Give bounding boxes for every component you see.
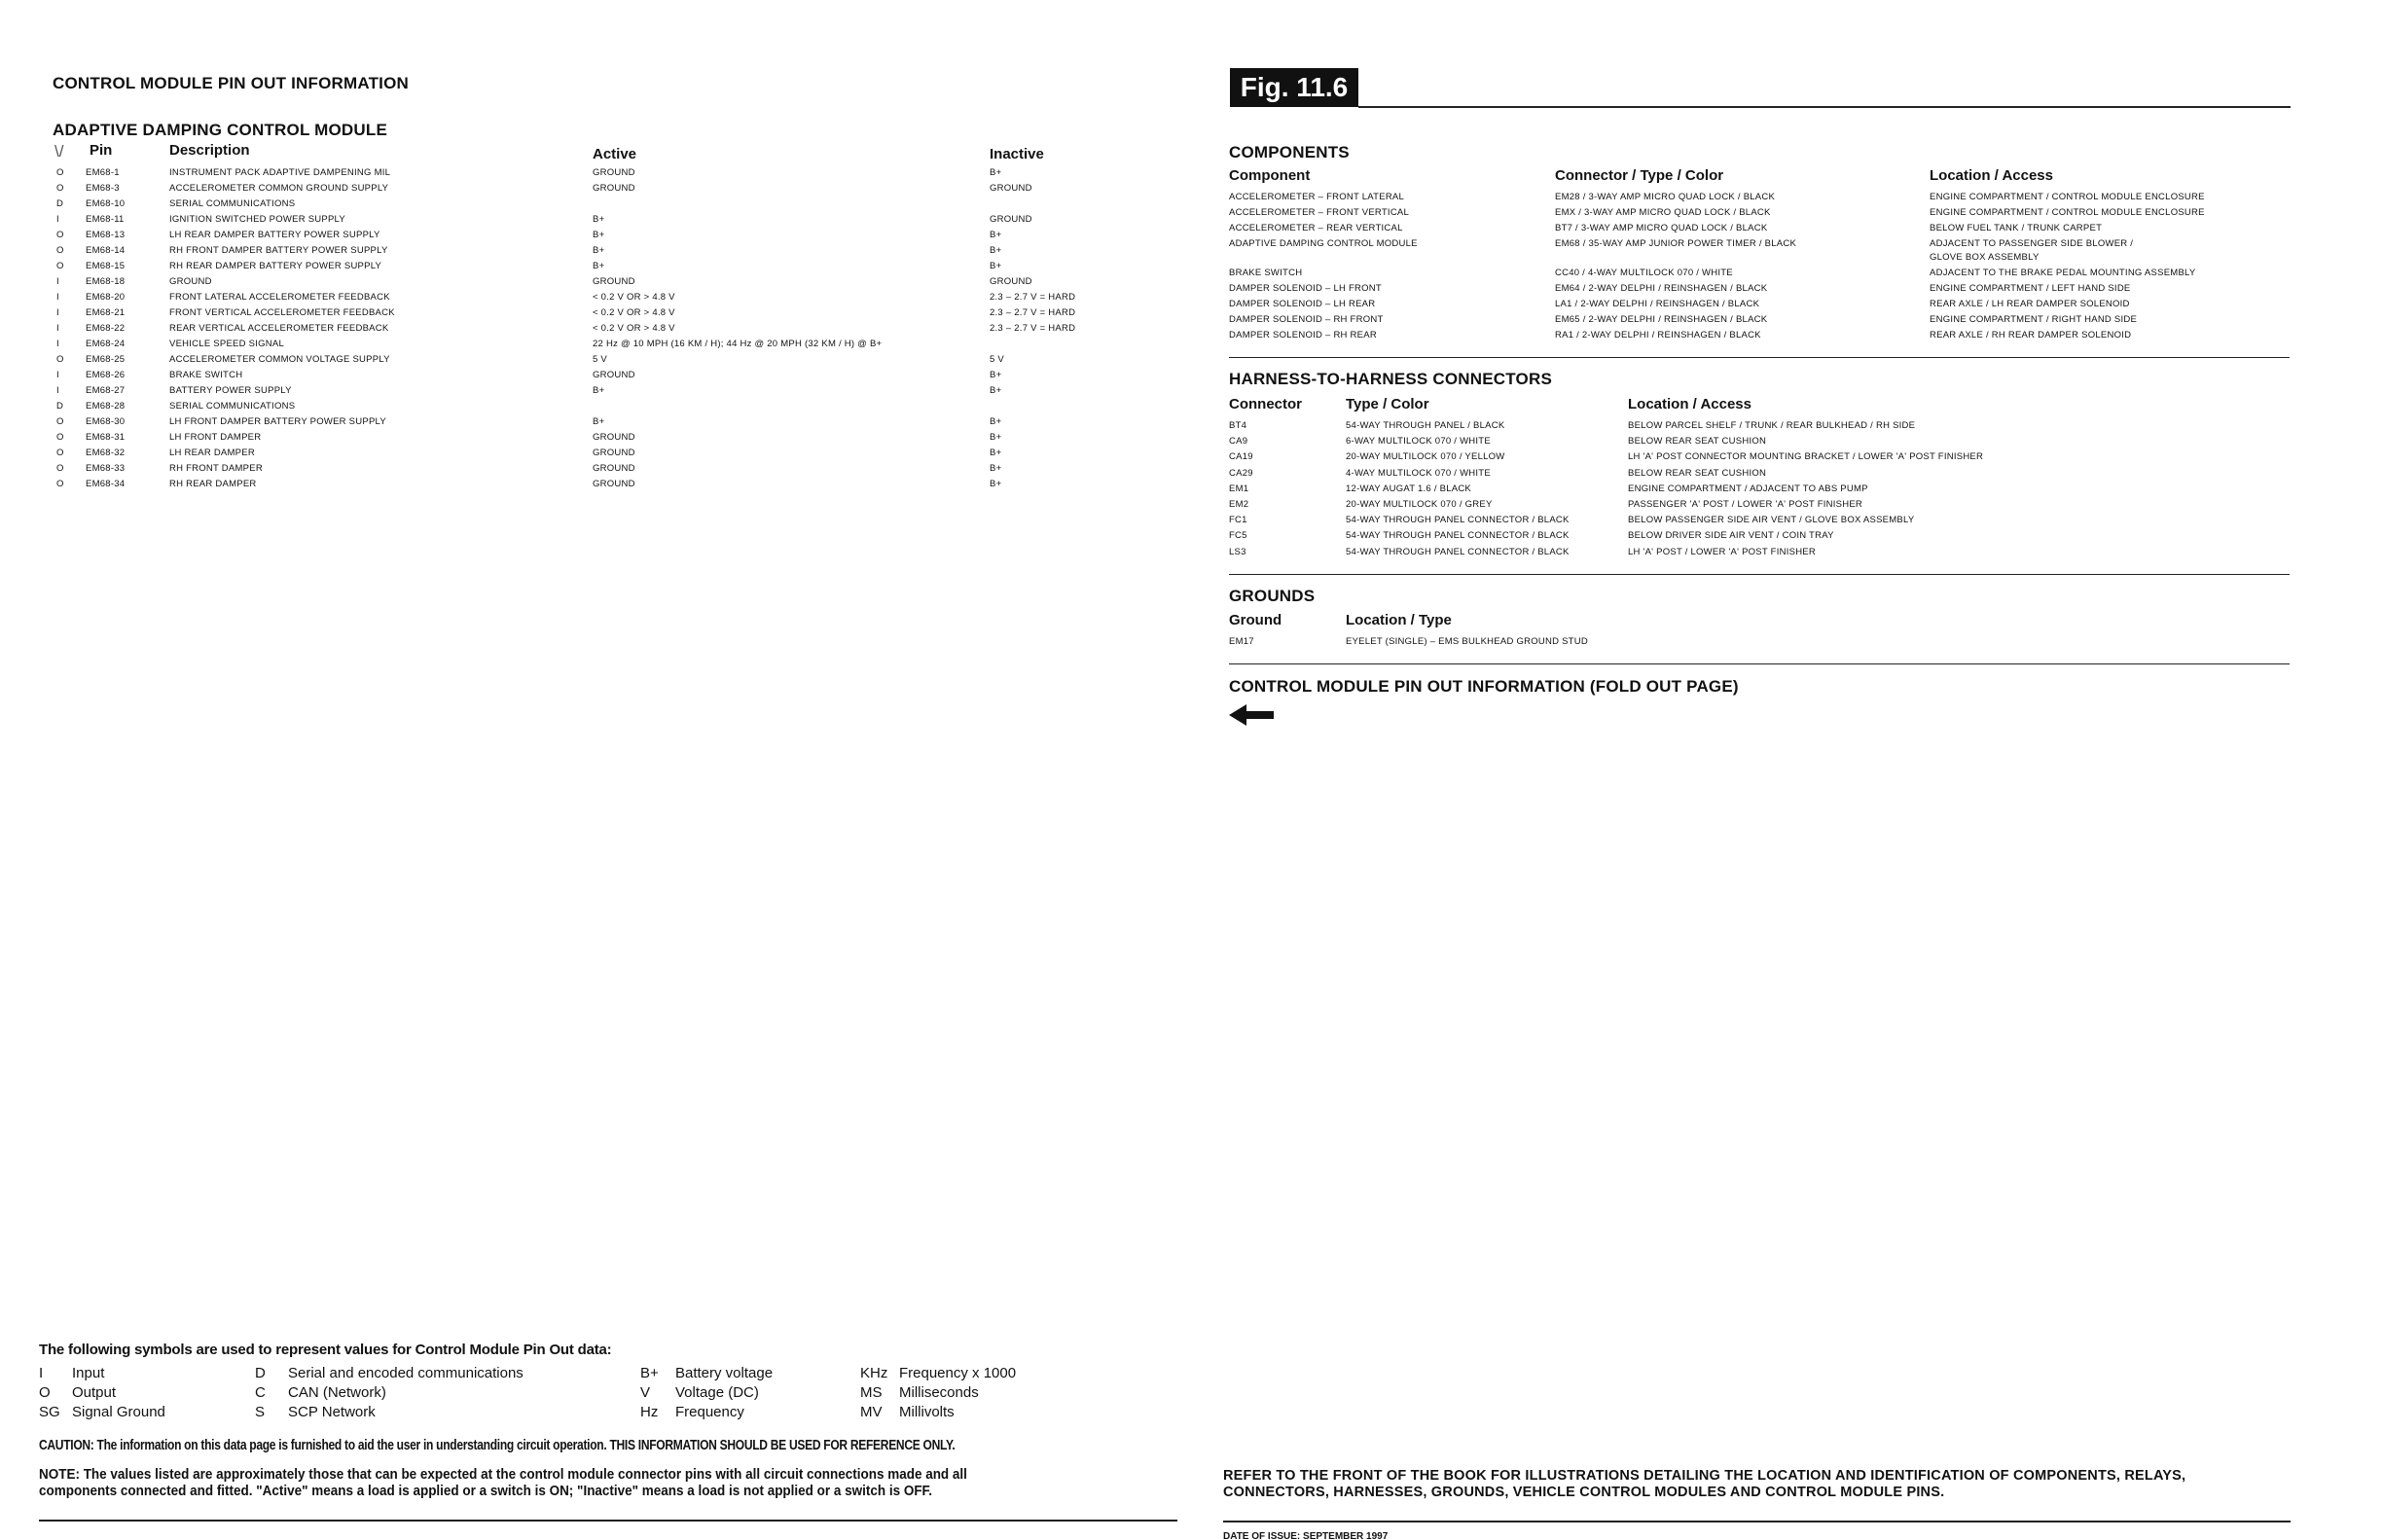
component-row xyxy=(1229,283,2299,299)
component-connector: EM28 / 3-WAY AMP MICRO QUAD LOCK / BLACK xyxy=(1555,192,1776,202)
symbol-code: S xyxy=(255,1404,266,1420)
pin-row xyxy=(53,401,1172,416)
components-table xyxy=(1229,192,2299,342)
harness-row xyxy=(1229,515,2299,530)
pin-io: O xyxy=(56,183,64,194)
component-location: ENGINE COMPARTMENT / CONTROL MODULE ENCLOSURE xyxy=(1930,207,2205,218)
component-row xyxy=(1229,223,2299,238)
component-row xyxy=(1229,192,2299,207)
right-bottom-rule xyxy=(1223,1521,2291,1522)
symbol-label: Battery voltage xyxy=(675,1365,774,1381)
component-connector: EM64 / 2-WAY DELPHI / REINSHAGEN / BLACK xyxy=(1555,283,1768,294)
grounds-title: GROUNDS xyxy=(1229,587,1316,605)
grounds-table xyxy=(1229,636,2299,656)
io-column-header: \/ xyxy=(54,142,64,161)
symbol-entry xyxy=(39,1384,165,1404)
symbol-code: I xyxy=(39,1365,44,1381)
figure-rule xyxy=(1358,106,2291,108)
arrow-left-icon[interactable] xyxy=(1229,702,1276,728)
pin-active-value: GROUND xyxy=(593,463,635,474)
figure-label: Fig. 11.6 xyxy=(1230,68,1358,107)
pin-inactive-value: B+ xyxy=(990,261,1002,271)
harness-connector: EM2 xyxy=(1229,499,1249,510)
pin-inactive-value: B+ xyxy=(990,245,1002,256)
pin-id: EM68-21 xyxy=(86,307,126,318)
refer-line-2: CONNECTORS, HARNESSES, GROUNDS, VEHICLE CONTROL MODULES AND CONTROL MODULE PINS. xyxy=(1223,1485,1945,1500)
symbols-intro: The following symbols are used to represent values for Control Module Pin Out data: xyxy=(39,1342,612,1358)
pin-table-header xyxy=(53,142,1172,165)
harness-type: 54-WAY THROUGH PANEL CONNECTOR / BLACK xyxy=(1346,546,1570,557)
ground-location-column-header: Location / Type xyxy=(1346,612,1452,628)
pin-id: EM68-14 xyxy=(86,245,126,256)
symbol-entry xyxy=(255,1365,524,1384)
pin-active-value: B+ xyxy=(593,261,605,271)
component-name: ADAPTIVE DAMPING CONTROL MODULE xyxy=(1229,238,1418,249)
harness-location: PASSENGER 'A' POST / LOWER 'A' POST FINISHER xyxy=(1628,499,1863,510)
pin-row xyxy=(53,276,1172,292)
symbol-label: Millivolts xyxy=(899,1404,955,1420)
pin-active-value: GROUND xyxy=(593,183,635,194)
component-row xyxy=(1229,207,2299,223)
refer-line-1: REFER TO THE FRONT OF THE BOOK FOR ILLUSTRATIONS DETAILING THE LOCATION AND IDENTIFICATION OF COMPONENTS, RELAYS, xyxy=(1223,1468,2186,1484)
component-connector: LA1 / 2-WAY DELPHI / REINSHAGEN / BLACK xyxy=(1555,299,1760,309)
harness-connector: LS3 xyxy=(1229,546,1246,557)
pin-description: SERIAL COMMUNICATIONS xyxy=(169,198,296,209)
pin-inactive-value: 2.3 – 2.7 V = HARD xyxy=(990,323,1076,334)
harness-location: BELOW DRIVER SIDE AIR VENT / COIN TRAY xyxy=(1628,530,1834,542)
pin-io: I xyxy=(56,370,59,380)
component-location: ENGINE COMPARTMENT / RIGHT HAND SIDE xyxy=(1930,314,2138,325)
ground-column-header: Ground xyxy=(1229,612,1282,628)
component-name: DAMPER SOLENOID – LH REAR xyxy=(1229,299,1376,309)
pin-description: LH FRONT DAMPER xyxy=(169,432,262,443)
pin-active-value: GROUND xyxy=(593,167,635,178)
pin-id: EM68-1 xyxy=(86,167,120,178)
pin-io: O xyxy=(56,245,64,256)
component-row xyxy=(1229,238,2299,263)
component-row xyxy=(1229,268,2299,283)
connector-column-header: Connector / Type / Color xyxy=(1555,167,1724,184)
harness-location: BELOW PASSENGER SIDE AIR VENT / GLOVE BOX ASSEMBLY xyxy=(1628,515,1915,526)
pin-row xyxy=(53,214,1172,230)
pin-inactive-value: B+ xyxy=(990,167,1002,178)
symbol-entry xyxy=(860,1404,1016,1423)
active-column-header: Active xyxy=(593,146,637,162)
pin-id: EM68-24 xyxy=(86,339,126,349)
symbol-label: Serial and encoded communications xyxy=(288,1365,524,1381)
harness-row xyxy=(1229,483,2299,499)
pin-description: SERIAL COMMUNICATIONS xyxy=(169,401,296,412)
pin-row xyxy=(53,385,1172,401)
pin-inactive-value: B+ xyxy=(990,463,1002,474)
pin-description: LH FRONT DAMPER BATTERY POWER SUPPLY xyxy=(169,416,386,427)
pin-io: I xyxy=(56,214,59,225)
pin-io: I xyxy=(56,323,59,334)
pin-id: EM68-30 xyxy=(86,416,126,427)
symbol-label: CAN (Network) xyxy=(288,1384,386,1401)
harness-row xyxy=(1229,436,2299,451)
pin-description: IGNITION SWITCHED POWER SUPPLY xyxy=(169,214,345,225)
pin-row xyxy=(53,370,1172,385)
pin-active-value: 22 Hz @ 10 MPH (16 KM / H); 44 Hz @ 20 MPH (32 KM / H) @ B+ xyxy=(593,339,883,349)
pin-inactive-value: B+ xyxy=(990,416,1002,427)
pin-inactive-value: GROUND xyxy=(990,183,1032,194)
pin-description: LH REAR DAMPER BATTERY POWER SUPPLY xyxy=(169,230,380,240)
pin-column-header: Pin xyxy=(90,142,113,159)
description-column-header: Description xyxy=(169,142,250,159)
component-name: DAMPER SOLENOID – RH FRONT xyxy=(1229,314,1384,325)
pin-io: D xyxy=(56,198,64,209)
harness-rule xyxy=(1229,574,2290,575)
symbol-code: O xyxy=(39,1384,51,1401)
pin-io: I xyxy=(56,292,59,303)
pin-row xyxy=(53,230,1172,245)
pin-row xyxy=(53,463,1172,479)
pin-row xyxy=(53,448,1172,463)
symbols-column xyxy=(255,1365,524,1423)
pin-active-value: < 0.2 V OR > 4.8 V xyxy=(593,323,675,334)
harness-row xyxy=(1229,420,2299,436)
ground-location: EYELET (SINGLE) – EMS BULKHEAD GROUND STUD xyxy=(1346,636,1588,647)
symbol-code: Hz xyxy=(640,1404,659,1420)
pin-inactive-value: B+ xyxy=(990,385,1002,396)
pin-io: I xyxy=(56,276,59,287)
harness-connector-column-header: Connector xyxy=(1229,396,1302,412)
symbol-code: MS xyxy=(860,1384,883,1401)
component-name: DAMPER SOLENOID – RH REAR xyxy=(1229,330,1377,340)
pin-io: I xyxy=(56,385,59,396)
symbols-column xyxy=(39,1365,165,1423)
pin-id: EM68-28 xyxy=(86,401,126,412)
components-rule xyxy=(1229,357,2290,358)
grounds-header xyxy=(1229,612,2299,633)
harness-row xyxy=(1229,530,2299,546)
page-title: CONTROL MODULE PIN OUT INFORMATION xyxy=(53,74,409,92)
pin-row xyxy=(53,432,1172,448)
pin-id: EM68-11 xyxy=(86,214,125,225)
pin-row xyxy=(53,323,1172,339)
symbol-entry xyxy=(39,1365,165,1384)
harness-location: BELOW REAR SEAT CUSHION xyxy=(1628,436,1767,448)
pin-io: O xyxy=(56,463,64,474)
symbol-code: SG xyxy=(39,1404,60,1420)
symbols-column xyxy=(640,1365,773,1423)
harness-table xyxy=(1229,420,2299,566)
component-connector: EM68 / 35-WAY AMP JUNIOR POWER TIMER / BLACK xyxy=(1555,238,1797,249)
pin-row xyxy=(53,167,1172,183)
pin-id: EM68-34 xyxy=(86,479,126,489)
harness-type: 20-WAY MULTILOCK 070 / GREY xyxy=(1346,499,1493,510)
symbol-label: Output xyxy=(72,1384,117,1401)
pin-id: EM68-22 xyxy=(86,323,126,334)
pin-description: RH REAR DAMPER BATTERY POWER SUPPLY xyxy=(169,261,382,271)
pin-description: VEHICLE SPEED SIGNAL xyxy=(169,339,284,349)
pin-id: EM68-25 xyxy=(86,354,126,365)
component-connector: EMX / 3-WAY AMP MICRO QUAD LOCK / BLACK xyxy=(1555,207,1771,218)
pin-id: EM68-10 xyxy=(86,198,126,209)
pin-description: BATTERY POWER SUPPLY xyxy=(169,385,292,396)
location-column-header: Location / Access xyxy=(1930,167,2053,184)
component-location: BELOW FUEL TANK / TRUNK CARPET xyxy=(1930,223,2103,233)
pin-io: I xyxy=(56,339,59,349)
pin-io: O xyxy=(56,479,64,489)
pin-io: O xyxy=(56,448,64,458)
pin-description: RH FRONT DAMPER BATTERY POWER SUPPLY xyxy=(169,245,388,256)
pin-description: REAR VERTICAL ACCELEROMETER FEEDBACK xyxy=(169,323,389,334)
harness-type-column-header: Type / Color xyxy=(1346,396,1429,412)
component-name: ACCELEROMETER – FRONT LATERAL xyxy=(1229,192,1405,202)
symbol-entry xyxy=(39,1404,165,1423)
pin-id: EM68-3 xyxy=(86,183,120,194)
pin-row xyxy=(53,261,1172,276)
harness-row xyxy=(1229,468,2299,483)
pin-row xyxy=(53,245,1172,261)
pin-row xyxy=(53,416,1172,432)
symbol-code: V xyxy=(640,1384,651,1401)
pin-row xyxy=(53,183,1172,198)
pin-description: FRONT LATERAL ACCELEROMETER FEEDBACK xyxy=(169,292,390,303)
symbols-legend xyxy=(39,1365,1051,1429)
ground-row xyxy=(1229,636,2299,652)
pin-table xyxy=(53,167,1172,498)
pin-description: INSTRUMENT PACK ADAPTIVE DAMPENING MIL xyxy=(169,167,391,178)
pin-active-value: B+ xyxy=(593,416,605,427)
symbol-label: Frequency xyxy=(675,1404,744,1420)
pin-active-value: B+ xyxy=(593,214,605,225)
symbol-entry xyxy=(640,1384,773,1404)
symbol-code: D xyxy=(255,1365,266,1381)
symbol-label: Voltage (DC) xyxy=(675,1384,759,1401)
pin-id: EM68-32 xyxy=(86,448,126,458)
pin-description: ACCELEROMETER COMMON GROUND SUPPLY xyxy=(169,183,389,194)
symbol-label: Input xyxy=(72,1365,105,1381)
harness-connector: CA9 xyxy=(1229,436,1248,448)
pin-active-value: GROUND xyxy=(593,479,635,489)
pin-id: EM68-20 xyxy=(86,292,126,303)
grounds-rule xyxy=(1229,663,2290,664)
pin-id: EM68-13 xyxy=(86,230,126,240)
pin-inactive-value: 5 V xyxy=(990,354,1005,365)
pin-inactive-value: 2.3 – 2.7 V = HARD xyxy=(990,292,1076,303)
pin-row xyxy=(53,339,1172,354)
ground-id: EM17 xyxy=(1229,636,1254,647)
symbol-label: Frequency x 1000 xyxy=(899,1365,1017,1381)
harness-title: HARNESS-TO-HARNESS CONNECTORS xyxy=(1229,370,1552,388)
symbol-entry xyxy=(255,1384,524,1404)
harness-type: 20-WAY MULTILOCK 070 / YELLOW xyxy=(1346,451,1505,463)
component-row xyxy=(1229,299,2299,314)
pin-active-value: GROUND xyxy=(593,370,635,380)
pin-io: D xyxy=(56,401,64,412)
harness-connector: FC1 xyxy=(1229,515,1247,526)
pin-id: EM68-33 xyxy=(86,463,126,474)
pin-description: RH FRONT DAMPER xyxy=(169,463,263,474)
components-header xyxy=(1229,167,2299,189)
component-name: ACCELEROMETER – FRONT VERTICAL xyxy=(1229,207,1410,218)
date-of-issue: DATE OF ISSUE: SEPTEMBER 1997 xyxy=(1223,1531,1389,1540)
symbol-entry xyxy=(860,1384,1016,1404)
harness-location-column-header: Location / Access xyxy=(1628,396,1751,412)
pin-inactive-value: B+ xyxy=(990,448,1002,458)
components-title: COMPONENTS xyxy=(1229,143,1350,161)
harness-type: 6-WAY MULTILOCK 070 / WHITE xyxy=(1346,436,1491,448)
symbol-label: Signal Ground xyxy=(72,1404,165,1420)
harness-row xyxy=(1229,547,2299,562)
component-name: DAMPER SOLENOID – LH FRONT xyxy=(1229,283,1382,294)
caution-text: CAUTION: The information on this data page is furnished to aid the user in understanding circuit operation. THIS INFORMATION SHOULD BE USED FOR REFERENCE ONLY. xyxy=(39,1438,956,1453)
component-connector: CC40 / 4-WAY MULTILOCK 070 / WHITE xyxy=(1555,268,1733,278)
symbol-entry xyxy=(640,1365,773,1384)
component-location: ADJACENT TO PASSENGER SIDE BLOWER / xyxy=(1930,238,2134,249)
symbol-entry xyxy=(640,1404,773,1423)
pin-inactive-value: B+ xyxy=(990,432,1002,443)
pin-io: O xyxy=(56,230,64,240)
left-bottom-rule xyxy=(39,1520,1177,1522)
pin-row xyxy=(53,307,1172,323)
pin-active-value: GROUND xyxy=(593,276,635,287)
component-location-line2: GLOVE BOX ASSEMBLY xyxy=(1930,252,2040,263)
harness-location: LH 'A' POST CONNECTOR MOUNTING BRACKET / LOWER 'A' POST FINISHER xyxy=(1628,451,1984,463)
component-column-header: Component xyxy=(1229,167,1311,184)
symbol-code: MV xyxy=(860,1404,883,1420)
component-connector: RA1 / 2-WAY DELPHI / REINSHAGEN / BLACK xyxy=(1555,330,1761,340)
pin-id: EM68-27 xyxy=(86,385,126,396)
pin-row xyxy=(53,354,1172,370)
pin-row xyxy=(53,198,1172,214)
harness-row xyxy=(1229,499,2299,515)
component-location: ADJACENT TO THE BRAKE PEDAL MOUNTING ASSEMBLY xyxy=(1930,268,2196,278)
component-location: ENGINE COMPARTMENT / LEFT HAND SIDE xyxy=(1930,283,2131,294)
harness-connector: EM1 xyxy=(1229,483,1249,494)
component-location: ENGINE COMPARTMENT / CONTROL MODULE ENCLOSURE xyxy=(1930,192,2205,202)
pin-description: FRONT VERTICAL ACCELEROMETER FEEDBACK xyxy=(169,307,395,318)
inactive-column-header: Inactive xyxy=(990,146,1044,162)
pin-row xyxy=(53,479,1172,494)
component-name: BRAKE SWITCH xyxy=(1229,268,1303,278)
harness-type: 54-WAY THROUGH PANEL CONNECTOR / BLACK xyxy=(1346,530,1570,542)
pin-active-value: < 0.2 V OR > 4.8 V xyxy=(593,307,675,318)
component-location: REAR AXLE / LH REAR DAMPER SOLENOID xyxy=(1930,299,2130,309)
module-title: ADAPTIVE DAMPING CONTROL MODULE xyxy=(53,121,388,139)
symbol-label: SCP Network xyxy=(288,1404,376,1420)
pin-description: GROUND xyxy=(169,276,212,287)
symbol-entry xyxy=(860,1365,1016,1384)
symbol-code: KHz xyxy=(860,1365,888,1381)
component-name: ACCELEROMETER – REAR VERTICAL xyxy=(1229,223,1403,233)
symbol-label: Milliseconds xyxy=(899,1384,979,1401)
pin-active-value: GROUND xyxy=(593,448,635,458)
symbols-column xyxy=(860,1365,1016,1423)
pin-id: EM68-26 xyxy=(86,370,126,380)
pin-description: ACCELEROMETER COMMON VOLTAGE SUPPLY xyxy=(169,354,390,365)
component-row xyxy=(1229,330,2299,345)
harness-connector: FC5 xyxy=(1229,530,1247,542)
pin-active-value: B+ xyxy=(593,245,605,256)
pin-active-value: B+ xyxy=(593,230,605,240)
harness-type: 4-WAY MULTILOCK 070 / WHITE xyxy=(1346,467,1491,479)
pin-io: O xyxy=(56,432,64,443)
pin-inactive-value: B+ xyxy=(990,479,1002,489)
pin-active-value: 5 V xyxy=(593,354,608,365)
pin-inactive-value: GROUND xyxy=(990,276,1032,287)
pin-inactive-value: GROUND xyxy=(990,214,1032,225)
pin-description: BRAKE SWITCH xyxy=(169,370,243,380)
pin-row xyxy=(53,292,1172,307)
harness-location: BELOW PARCEL SHELF / TRUNK / REAR BULKHEAD / RH SIDE xyxy=(1628,420,1916,431)
pin-active-value: GROUND xyxy=(593,432,635,443)
harness-row xyxy=(1229,451,2299,467)
foldout-link-title[interactable]: CONTROL MODULE PIN OUT INFORMATION (FOLD OUT PAGE) xyxy=(1229,677,1739,696)
pin-inactive-value: B+ xyxy=(990,370,1002,380)
component-row xyxy=(1229,314,2299,330)
harness-connector: CA29 xyxy=(1229,467,1253,479)
harness-location: LH 'A' POST / LOWER 'A' POST FINISHER xyxy=(1628,546,1816,557)
note-line-2: components connected and fitted. "Active" means a load is applied or a switch is ON; "Inactive" means a load is not applied or a switch is OFF. xyxy=(39,1484,933,1499)
symbol-code: B+ xyxy=(640,1365,659,1381)
pin-id: EM68-15 xyxy=(86,261,126,271)
pin-description: RH REAR DAMPER xyxy=(169,479,257,489)
harness-location: ENGINE COMPARTMENT / ADJACENT TO ABS PUMP xyxy=(1628,483,1868,494)
pin-io: I xyxy=(56,307,59,318)
pin-active-value: < 0.2 V OR > 4.8 V xyxy=(593,292,675,303)
harness-type: 54-WAY THROUGH PANEL / BLACK xyxy=(1346,420,1505,431)
harness-header xyxy=(1229,396,2299,417)
pin-id: EM68-31 xyxy=(86,432,126,443)
harness-connector: BT4 xyxy=(1229,420,1247,431)
pin-id: EM68-18 xyxy=(86,276,126,287)
component-connector: BT7 / 3-WAY AMP MICRO QUAD LOCK / BLACK xyxy=(1555,223,1768,233)
symbol-entry xyxy=(255,1404,524,1423)
pin-io: O xyxy=(56,167,64,178)
pin-description: LH REAR DAMPER xyxy=(169,448,255,458)
harness-type: 12-WAY AUGAT 1.6 / BLACK xyxy=(1346,483,1472,494)
pin-active-value: B+ xyxy=(593,385,605,396)
component-connector: EM65 / 2-WAY DELPHI / REINSHAGEN / BLACK xyxy=(1555,314,1768,325)
pin-io: O xyxy=(56,416,64,427)
harness-connector: CA19 xyxy=(1229,451,1253,463)
symbol-code: C xyxy=(255,1384,266,1401)
harness-type: 54-WAY THROUGH PANEL CONNECTOR / BLACK xyxy=(1346,515,1570,526)
pin-io: O xyxy=(56,261,64,271)
pin-inactive-value: 2.3 – 2.7 V = HARD xyxy=(990,307,1076,318)
harness-location: BELOW REAR SEAT CUSHION xyxy=(1628,467,1767,479)
component-location: REAR AXLE / RH REAR DAMPER SOLENOID xyxy=(1930,330,2132,340)
note-line-1: NOTE: The values listed are approximately those that can be expected at the control module connector pins with all circuit connections made and all xyxy=(39,1467,967,1483)
pin-io: O xyxy=(56,354,64,365)
pin-inactive-value: B+ xyxy=(990,230,1002,240)
